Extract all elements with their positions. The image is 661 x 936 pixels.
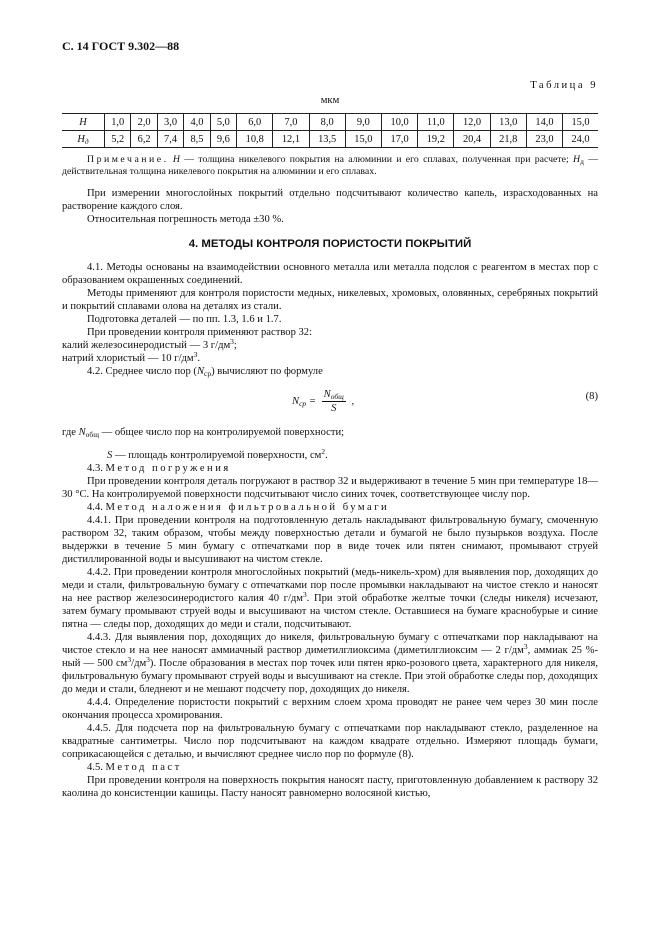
page-header: С. 14 ГОСТ 9.302—88 — [62, 39, 180, 53]
formula-fraction: $\frac{N_{общ}}{S}$ — [323, 389, 344, 414]
table-cell: 12,1 — [273, 131, 309, 148]
table-cell: 8,0 — [309, 114, 345, 131]
table-cell: 4,0 — [184, 114, 210, 131]
paragraph-4-3: При проведении контроля деталь погружают в раствор 32 и выдерживают в течение 5 мин при температуре 18—30 °С. На контролируемой поверхности подсчитывают число синих точек, соответствующее числу пор. — [62, 476, 598, 500]
table-cell: 20,4 — [454, 131, 490, 148]
formula-area-line: S — площадь контролируемой поверхности, $см^2$. — [107, 447, 328, 461]
heading-4-4: 4.4. Метод наложения фильтровальной бумаги — [87, 502, 390, 513]
table-cell: 3,0 — [157, 114, 183, 131]
reagent-sodium: натрий хлористый — 10 $г/дм^3$. — [62, 350, 201, 364]
table-cell: 9,6 — [210, 131, 236, 148]
section-title: 4. МЕТОДЫ КОНТРОЛЯ ПОРИСТОСТИ ПОКРЫТИЙ — [188, 238, 472, 250]
formula-8 — [62, 382, 598, 424]
table-label: Таблица 9 — [530, 80, 598, 91]
table-cell: 5,2 — [105, 131, 131, 148]
table-cell: 2,0 — [131, 114, 157, 131]
table-cell: 12,0 — [454, 114, 490, 131]
table-cell: 21,8 — [490, 131, 526, 148]
table-cell: 10,0 — [381, 114, 417, 131]
table-cell: 8,5 — [184, 131, 210, 148]
row-header-hd: $H_д$ — [62, 131, 105, 148]
table-unit: мкм — [320, 95, 340, 106]
table-cell: 7,4 — [157, 131, 183, 148]
paragraph-solution: При проведении контроля применяют раствор 32: — [87, 327, 313, 338]
paragraph-4-4-1: 4.4.1. При проведении контроля на подготовленную деталь накладывают фильтровальную бумагу, смоченную раствором 32, таким образом, чтобы между поверхностью детали и бумагой не было пузырьков воздуха. После выдержки в течение 5 мин бумагу с отпечатками пор в виде точек или пятен снимают, промывают струей дистиллированной воды и высушивают на чистом стекле. — [62, 515, 598, 565]
table-cell: 17,0 — [381, 131, 417, 148]
table-cell: 6,2 — [131, 131, 157, 148]
table-cell: 24,0 — [563, 131, 598, 148]
paragraph-4-4-5: 4.4.5. Для подсчета пор на фильтровальную бумагу с отпечатками пор накладывают стекло, разделенное на квадратные сантиметры. Число пор подсчитывают на каждом квадрате отдельно. Измеряют площадь бумаги, соприкасающейся с деталью, и вычисляют среднее число пор по формуле (8). — [62, 723, 598, 760]
row-header-h: H — [62, 114, 105, 131]
paragraph-4-1-b: Методы применяют для контроля пористости медных, никелевых, хромовых, оловянных, серебряных покрытий и покрытий сплавами олова на деталях из стали. — [62, 288, 598, 312]
table-cell: 23,0 — [526, 131, 562, 148]
paragraph-4-4-4: 4.4.4. Определение пористости покрытий с верхним слоем хрома проводят не ранее чем через 30 мин после окончания процесса хромирования. — [62, 697, 598, 721]
paragraph-4-1: 4.1. Методы основаны на взаимодействии основного металла или металла подслоя с реагентом в местах пор с образованием окрашенных соединений. — [62, 262, 598, 286]
paragraph-4-4-3: 4.4.3. Для выявления пор, доходящих до никеля, фильтровальную бумагу с отпечатками пор накладывают на чистое стекло и на нее наносят аммиачный раствор диметилглиоксима (диметилглиоксим — 2 $г/дм^3$, аммиак 25 %-ный — 500 $см^3/дм^3$). После образования в местах пор точек или пятен ярко-розового цвета, характерного для никеля, фильтровальную бумагу промывают струей воды и высушивают на стекле. При этой обработке следы пор, доходящих до меди и стали, бледнеют и не мешают подсчету пор, доходящих до никеля. — [62, 632, 598, 695]
table-cell: 19,2 — [418, 131, 454, 148]
paragraph-multilayer: При измерении многослойных покрытий отдельно подсчитывают количество капель, израсходованных на растворение каждого слоя. — [62, 188, 598, 212]
paragraph-4-4-2: 4.4.2. При проведении контроля многослойных покрытий (медь-никель-хром) для выявления пор, доходящих до меди и стали, фильтровальную бумагу с отпечатками пор после промывки накладывают на чистое стекло и наносят на нее раствор железосинеродистого калия 40 $г/дм^3$. При этой обработке желтые точки (следы никеля) исчезают, затем бумагу промывают струей воды и высушивают на чистом стекле. Оставшиеся на бумаге краснобурые и синие пятна — следы пор, доходящих до меди и стали, подсчитывают. — [62, 567, 598, 630]
table-cell: 6,0 — [237, 114, 273, 131]
table-cell: 10,8 — [237, 131, 273, 148]
reagent-potassium: калий железосинеродистый — 3 $г/дм^3$; — [62, 337, 237, 351]
table-cell: 7,0 — [273, 114, 309, 131]
table-cell: 11,0 — [418, 114, 454, 131]
table-cell: 15,0 — [345, 131, 381, 148]
paragraph-prep: Подготовка деталей — по пп. 1.3, 1.6 и 1.7. — [87, 314, 282, 325]
table-cell: 9,0 — [345, 114, 381, 131]
paragraph-error: Относительная погрешность метода ±30 %. — [87, 214, 284, 225]
heading-4-3: 4.3. Метод погружения — [87, 463, 231, 474]
table-cell: 13,0 — [490, 114, 526, 131]
table-row-h — [62, 114, 598, 131]
table-cell: 15,0 — [563, 114, 598, 131]
table-note: Примечание. H — толщина никелевого покрытия на алюминии и его сплавах, полученная при расчете; $H_д$ — действительная толщина никелевого покрытия на алюминии и его сплавах. — [62, 154, 599, 177]
heading-4-5: 4.5. Метод паст — [87, 762, 182, 773]
thickness-table — [62, 113, 598, 148]
table-cell: 1,0 — [105, 114, 131, 131]
table-cell: 14,0 — [526, 114, 562, 131]
paragraph-4-2: 4.2. Среднее число пор $(N_{ср})$ вычисляют по формуле — [87, 366, 323, 378]
table-cell: 5,0 — [210, 114, 236, 131]
formula-expression: $N_{ср}$ = $\frac{N_{общ}}{S}$ , — [292, 389, 355, 414]
paragraph-4-5: При проведении контроля на поверхность покрытия наносят пасту, приготовленную добавлением к раствору 32 каолина до консистенции кашицы. Пасту наносят равномерно волосяной кистью, — [62, 775, 598, 799]
formula-number: (8) — [585, 391, 598, 402]
document-page — [62, 40, 598, 800]
table-cell: 13,5 — [309, 131, 345, 148]
table-row-hd — [62, 131, 598, 148]
formula-where-line: где $N_{общ}$ — общее число пор на контролируемой поверхности; — [62, 427, 345, 439]
